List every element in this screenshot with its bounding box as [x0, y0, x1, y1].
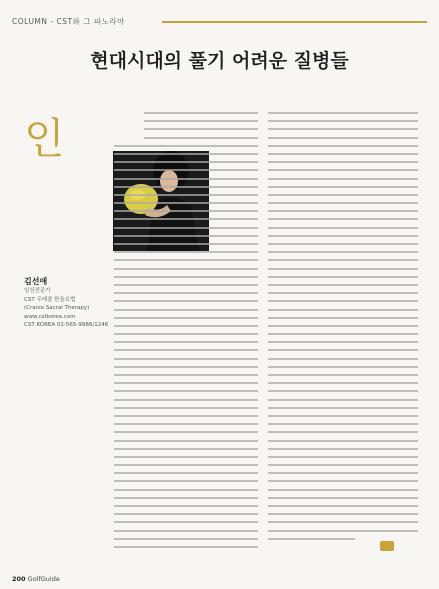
text-line	[268, 374, 418, 376]
text-line	[268, 235, 418, 237]
text-line	[114, 382, 258, 384]
text-line	[114, 513, 258, 515]
text-line	[114, 300, 258, 302]
text-line	[268, 333, 418, 335]
text-line	[114, 218, 258, 220]
author-title: 임상전문가	[24, 288, 51, 294]
text-line	[114, 227, 258, 229]
text-line	[114, 341, 258, 343]
text-line	[114, 161, 258, 163]
text-line	[114, 292, 258, 294]
text-line	[268, 382, 418, 384]
text-line	[268, 538, 355, 540]
text-line	[114, 349, 258, 351]
text-line	[268, 358, 418, 360]
text-line	[114, 390, 258, 392]
text-line	[114, 169, 258, 171]
text-line	[268, 145, 418, 147]
text-line	[114, 194, 258, 196]
text-line	[114, 366, 258, 368]
text-line	[268, 292, 418, 294]
text-line	[268, 349, 418, 351]
text-line	[114, 178, 258, 180]
text-line	[114, 415, 258, 417]
text-line	[268, 137, 418, 139]
text-line	[144, 137, 258, 139]
text-line	[114, 423, 258, 425]
drop-cap: 인	[24, 114, 65, 163]
text-line	[268, 456, 418, 458]
text-line	[268, 366, 418, 368]
text-line	[114, 530, 258, 532]
text-line	[114, 521, 258, 523]
author-credit	[24, 276, 114, 330]
text-line	[114, 440, 258, 442]
text-line	[268, 464, 418, 466]
text-line	[144, 128, 258, 130]
text-line	[114, 546, 258, 548]
text-line	[114, 145, 258, 147]
text-line	[268, 268, 418, 270]
text-line	[268, 210, 418, 212]
text-line	[114, 153, 258, 155]
text-line	[268, 497, 418, 499]
article-column-left	[114, 112, 258, 554]
text-line	[144, 112, 258, 114]
text-line	[268, 300, 418, 302]
text-line	[268, 227, 418, 229]
text-line	[114, 464, 258, 466]
text-line	[268, 423, 418, 425]
text-line	[114, 374, 258, 376]
text-line	[114, 489, 258, 491]
text-line	[268, 448, 418, 450]
page-number: 200	[12, 575, 26, 583]
text-line	[268, 218, 418, 220]
text-line	[114, 448, 258, 450]
text-line	[268, 341, 418, 343]
text-line	[268, 178, 418, 180]
text-line	[114, 284, 258, 286]
text-line	[114, 259, 258, 261]
text-line	[114, 472, 258, 474]
text-line	[268, 161, 418, 163]
text-line	[114, 210, 258, 212]
text-line	[268, 259, 418, 261]
end-mark-icon	[380, 536, 394, 546]
text-line	[114, 407, 258, 409]
text-line	[114, 538, 258, 540]
text-line	[268, 243, 418, 245]
article-title: 현대시대의 풀기 어려운 질병들	[90, 50, 349, 72]
text-line	[268, 472, 418, 474]
text-line	[268, 202, 418, 204]
author-specialty: (Cranio Sacral Therapy)	[24, 305, 90, 312]
text-line	[268, 325, 418, 327]
text-line	[268, 153, 418, 155]
text-line	[268, 513, 418, 515]
author-website: www.cstkorea.com	[24, 313, 76, 320]
magazine-name: GolfGuide	[27, 575, 60, 583]
text-line	[268, 317, 418, 319]
text-line	[114, 358, 258, 360]
text-line	[268, 505, 418, 507]
text-line	[268, 128, 418, 130]
text-line	[114, 186, 258, 188]
text-line	[114, 333, 258, 335]
text-line	[268, 186, 418, 188]
text-line	[268, 480, 418, 482]
text-line	[114, 456, 258, 458]
text-line	[268, 530, 418, 532]
text-line	[114, 235, 258, 237]
header-rule	[162, 21, 427, 23]
text-line	[114, 505, 258, 507]
author-affiliation: CST 우레클 한울요법	[24, 296, 76, 303]
text-line	[268, 415, 418, 417]
text-line	[114, 268, 258, 270]
text-line	[114, 497, 258, 499]
text-line	[114, 480, 258, 482]
text-line	[268, 489, 418, 491]
author-contact: CST KOREA 02-565-9986/1246	[24, 322, 109, 329]
text-line	[268, 276, 418, 278]
text-line	[114, 317, 258, 319]
text-line	[268, 284, 418, 286]
author-name: 김선애	[24, 277, 48, 286]
page-footer	[12, 575, 60, 583]
text-line	[268, 407, 418, 409]
article-column-right	[268, 112, 418, 546]
text-line	[114, 325, 258, 327]
text-line	[114, 399, 258, 401]
column-label: COLUMN - CST와 그 파노라마	[12, 17, 125, 26]
text-line	[268, 431, 418, 433]
text-line	[114, 243, 258, 245]
text-line	[268, 399, 418, 401]
text-line	[268, 390, 418, 392]
text-line	[268, 251, 418, 253]
text-line	[268, 112, 418, 114]
text-line	[114, 431, 258, 433]
text-line	[114, 276, 258, 278]
text-line	[114, 202, 258, 204]
column-header	[12, 12, 427, 32]
text-line	[268, 120, 418, 122]
text-line	[268, 194, 418, 196]
text-line	[114, 251, 258, 253]
text-line	[114, 309, 258, 311]
text-line	[268, 440, 418, 442]
text-line	[268, 169, 418, 171]
text-line	[268, 309, 418, 311]
text-line	[268, 521, 418, 523]
text-line	[144, 120, 258, 122]
